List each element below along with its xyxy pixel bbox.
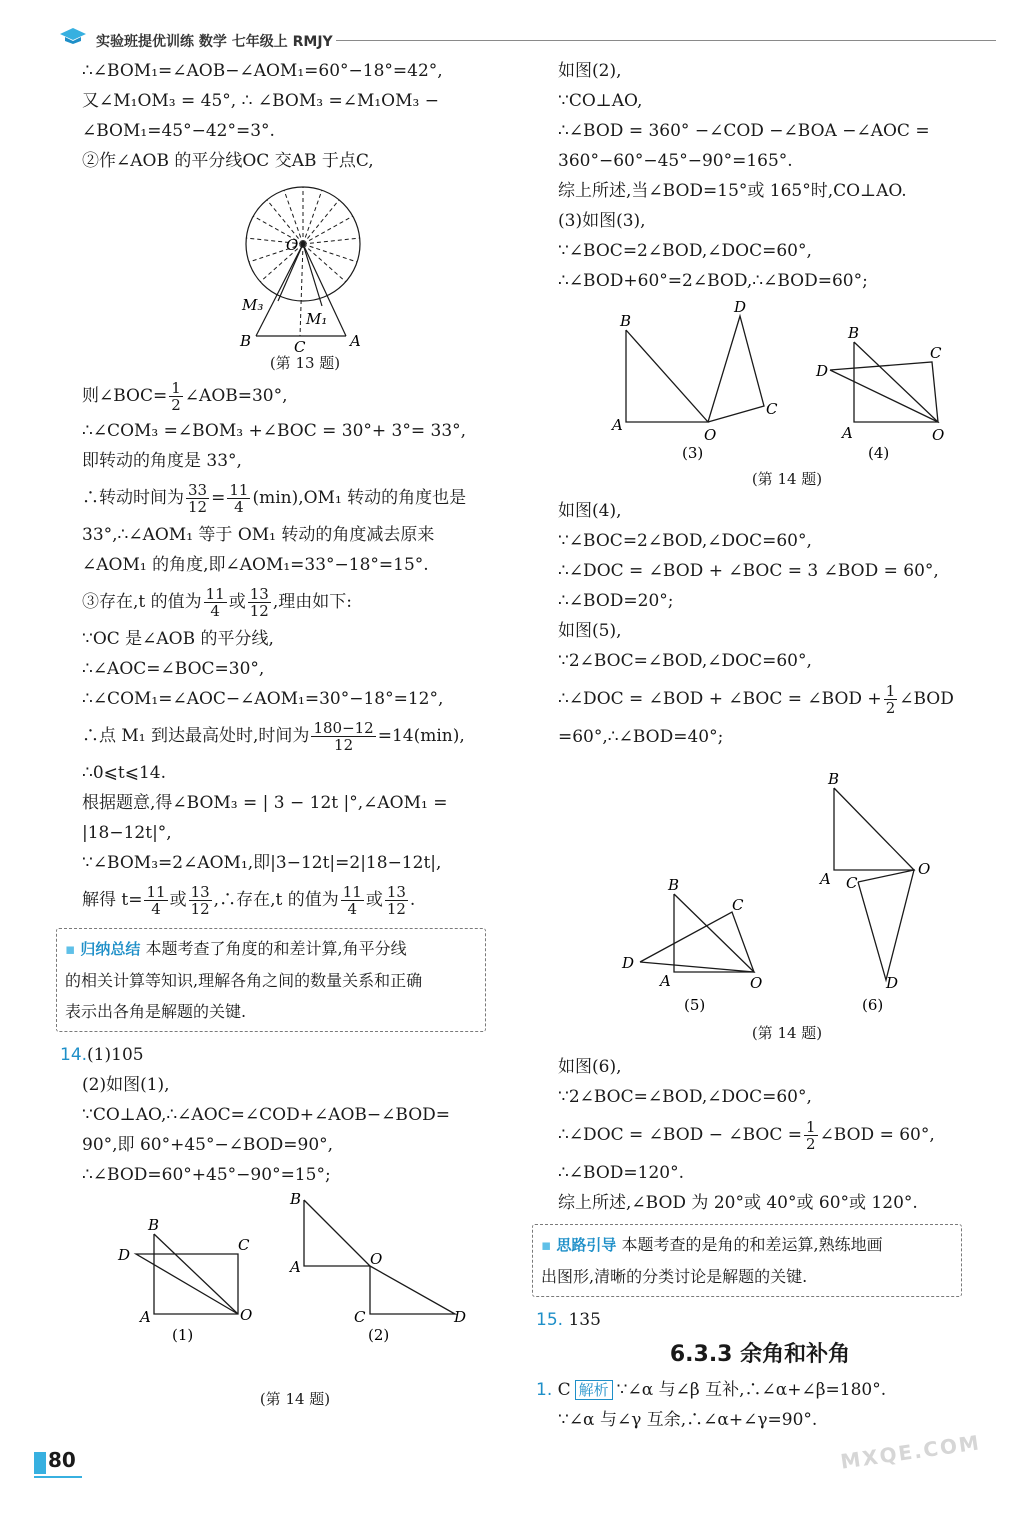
text-line: ∵∠BOC=2∠BOD,∠DOC=60°, (558, 241, 812, 261)
text-line: ∵OC 是∠AOB 的平分线, (82, 629, 274, 649)
page-number-underline (34, 1476, 82, 1478)
page-number-marker-icon (34, 1452, 46, 1474)
text-line: ③存在,t 的值为 $\frac{11}{4}$ 或 $\frac{13}{12}$ ,理由如下: (82, 585, 352, 620)
hint-note: ▪ 思路引导 本题考查的是角的和差运算,熟练地画 出图形,清晰的分类讨论是解题的关键. (532, 1224, 962, 1297)
svg-text:C: C (766, 400, 778, 418)
label-M3: M₃ (242, 296, 264, 314)
text-line: (2)如图(1), (82, 1075, 170, 1095)
svg-text:B: B (148, 1216, 160, 1234)
svg-text:O: O (240, 1306, 253, 1324)
text-line: 又∠M₁OM₃ = 45°, ∴ ∠BOM₃ =∠M₁OM₃ − (82, 91, 439, 111)
figure-14-caption: (第 14 题) (259, 1390, 331, 1408)
text-line: ∵2∠BOC=∠BOD,∠DOC=60°, (558, 1087, 812, 1107)
analysis-tag: 解析 (575, 1380, 613, 1400)
figure-14-caption: (第 14 题) (751, 1024, 823, 1042)
svg-text:C: C (354, 1308, 366, 1326)
svg-text:O: O (704, 426, 717, 444)
text-line: 如图(6), (558, 1057, 622, 1077)
text-line: ∠BOM₁=45°−42°=3°. (82, 121, 275, 141)
label-C: C (294, 338, 306, 352)
svg-text:D: D (734, 298, 747, 316)
page-header (0, 0, 1025, 52)
page-number: 80 (48, 1448, 76, 1472)
summary-note: ▪ 归纳总结 本题考查了角度的和差计算,角平分线 的相关计算等知识,理解各角之间的数量关系和正确 表示出各角是解题的关键. (56, 928, 486, 1032)
text-line: 1. C 解析 ∵∠α 与∠β 互补,∴∠α+∠β=180°. (536, 1380, 887, 1400)
svg-text:D: D (816, 362, 829, 380)
right-column (536, 56, 984, 1435)
figure-14-caption: (第 14 题) (751, 470, 823, 488)
text-line: ∴∠DOC = ∠BOD − ∠BOC = $\frac{1}{2}$ ∠BOD = 60°, (558, 1118, 935, 1153)
watermark: MXQE.COM (839, 1430, 983, 1474)
svg-text:O: O (932, 426, 945, 444)
svg-text:A: A (290, 1258, 301, 1276)
svg-text:D: D (622, 954, 635, 972)
text-line: 15. 135 (536, 1310, 601, 1330)
text-line: ∴∠COM₁=∠AOC−∠AOM₁=30°−18°=12°, (82, 689, 444, 709)
svg-text:A: A (820, 870, 831, 888)
svg-text:C: C (846, 874, 858, 892)
text-line: ②作∠AOB 的平分线OC 交AB 于点C, (82, 151, 374, 171)
svg-text:D: D (118, 1246, 131, 1264)
label-A: A (350, 332, 361, 350)
svg-text:D: D (886, 974, 899, 992)
header-divider (336, 40, 996, 41)
text-line: ∴转动时间为 $\frac{33}{12}$ = $\frac{11}{4}$ (min),OM₁ 转动的角度也是 (82, 481, 467, 516)
header-title: 实验班提优训练 数学 七年级上 RMJY (96, 34, 333, 50)
section-title: 6.3.3 余角和补角 (669, 1342, 851, 1367)
text-line: ∴∠BOD+60°=2∠BOD,∴∠BOD=60°; (558, 271, 868, 291)
text-line: 即转动的角度是 33°, (82, 451, 242, 471)
text-line: ∴∠AOC=∠BOC=30°, (82, 659, 265, 679)
text-line: ∠AOM₁ 的角度,即∠AOM₁=33°−18°=15°. (82, 555, 429, 575)
text-line: =60°,∴∠BOD=40°; (558, 727, 724, 747)
svg-text:(2): (2) (368, 1326, 390, 1344)
svg-text:A: A (140, 1308, 151, 1326)
svg-text:(5): (5) (684, 996, 706, 1014)
svg-text:A: A (660, 972, 671, 990)
figure-13-caption: (第 13 题) (269, 354, 341, 372)
svg-text:B: B (620, 312, 632, 330)
figure-13-drawing (60, 176, 508, 352)
text-line: |18−12t|°, (82, 823, 172, 843)
figure-14-3-4-drawing (536, 296, 984, 472)
text-line: ∴∠COM₃ =∠BOM₃ +∠BOC = 30°+ 3°= 33°, (82, 421, 467, 441)
text-line: ∵2∠BOC=∠BOD,∠DOC=60°, (558, 651, 812, 671)
text-line: ∴∠BOM₁=∠AOB−∠AOM₁=60°−18°=42°, (82, 61, 443, 81)
text-line: 综上所述,当∠BOD=15°或 165°时,CO⊥AO. (558, 181, 907, 201)
figure-14-5-6-drawing (536, 752, 984, 1022)
text-line: 如图(4), (558, 501, 622, 521)
figure-14-part2 (536, 296, 984, 496)
text-line: 综上所述,∠BOD 为 20°或 40°或 60°或 120°. (558, 1193, 918, 1213)
question-number: 14. (60, 1045, 88, 1065)
svg-text:A: A (612, 416, 623, 434)
label-O: O (286, 236, 299, 254)
text-line: ∵∠BOM₃=2∠AOM₁,即|3−12t|=2|18−12t|, (82, 853, 442, 873)
svg-text:D: D (454, 1308, 467, 1326)
svg-text:C: C (238, 1236, 250, 1254)
text-line: ∴∠DOC = ∠BOD + ∠BOC = ∠BOD + $\frac{1}{2}$ ∠BOD (558, 682, 954, 717)
svg-text:O: O (918, 860, 931, 878)
question-number: 1. (536, 1380, 553, 1400)
svg-text:B: B (828, 770, 840, 788)
svg-text:A: A (842, 424, 853, 442)
text-line: ∴∠DOC = ∠BOD + ∠BOC = 3 ∠BOD = 60°, (558, 561, 939, 581)
svg-text:B: B (668, 876, 680, 894)
text-line: ∴点 M₁ 到达最高处时,时间为 $\frac{180-12}{12}$ =14(min), (82, 719, 465, 754)
book-logo-icon (60, 28, 86, 44)
text-line: ∵CO⊥AO,∴∠AOC=∠COD+∠AOB−∠BOD= (82, 1105, 451, 1125)
svg-text:(3): (3) (682, 444, 704, 462)
svg-text:(6): (6) (862, 996, 884, 1014)
question-number: 15. (536, 1310, 564, 1330)
figure-14-part1 (60, 1190, 508, 1415)
text-line: 如图(2), (558, 61, 622, 81)
fraction: $\frac{1}{2}$ (171, 379, 181, 414)
summary-tag: ▪ 归纳总结 (65, 940, 140, 958)
text-line: ∵CO⊥AO, (558, 91, 643, 111)
text-line: 90°,即 60°+45°−∠BOD=90°, (82, 1135, 334, 1155)
svg-text:C: C (732, 896, 744, 914)
svg-text:O: O (750, 974, 763, 992)
text-line: 解得 t= $\frac{11}{4}$ 或 $\frac{13}{12}$ ,∴存在,t 的值为 $\frac{11}{4}$ 或 $\frac{13}{12}$ . (82, 883, 416, 918)
text-line: 根据题意,得∠BOM₃ = | 3 − 12t |°,∠AOM₁ = (82, 793, 448, 813)
hint-tag: ▪ 思路引导 (541, 1236, 616, 1254)
svg-text:O: O (370, 1250, 383, 1268)
text-line: ∴0⩽t⩽14. (82, 763, 166, 783)
text-line: 则∠BOC= $\frac{1}{2}$ ∠AOB=30°, (82, 379, 288, 414)
text-line: 14.(1)105 (60, 1045, 144, 1065)
svg-text:C: C (930, 344, 942, 362)
left-column (60, 56, 508, 1415)
text-line: ∴∠BOD=60°+45°−90°=15°; (82, 1165, 331, 1185)
svg-text:(1): (1) (172, 1326, 194, 1344)
text-line: ∴∠BOD=20°; (558, 591, 674, 611)
text-line: ∴∠BOD = 360° −∠COD −∠BOA −∠AOC = (558, 121, 930, 141)
text-line: (3)如图(3), (558, 211, 646, 231)
text-line: 360°−60°−45°−90°=165°. (558, 151, 793, 171)
svg-text:(4): (4) (868, 444, 890, 462)
text-line: ∵∠α 与∠γ 互余,∴∠α+∠γ=90°. (558, 1410, 818, 1430)
text-line: 如图(5), (558, 621, 622, 641)
svg-text:B: B (848, 324, 860, 342)
svg-text:B: B (290, 1190, 302, 1208)
figure-13 (60, 176, 508, 376)
text-line: 33°,∴∠AOM₁ 等于 OM₁ 转动的角度减去原来 (82, 525, 435, 545)
figure-14-part3 (536, 752, 984, 1052)
text-line: ∵∠BOC=2∠BOD,∠DOC=60°, (558, 531, 812, 551)
label-B: B (240, 332, 252, 350)
label-M1: M₁ (306, 310, 328, 328)
figure-14-1-2-drawing (60, 1190, 508, 1385)
text-line: ∴∠BOD=120°. (558, 1163, 685, 1183)
